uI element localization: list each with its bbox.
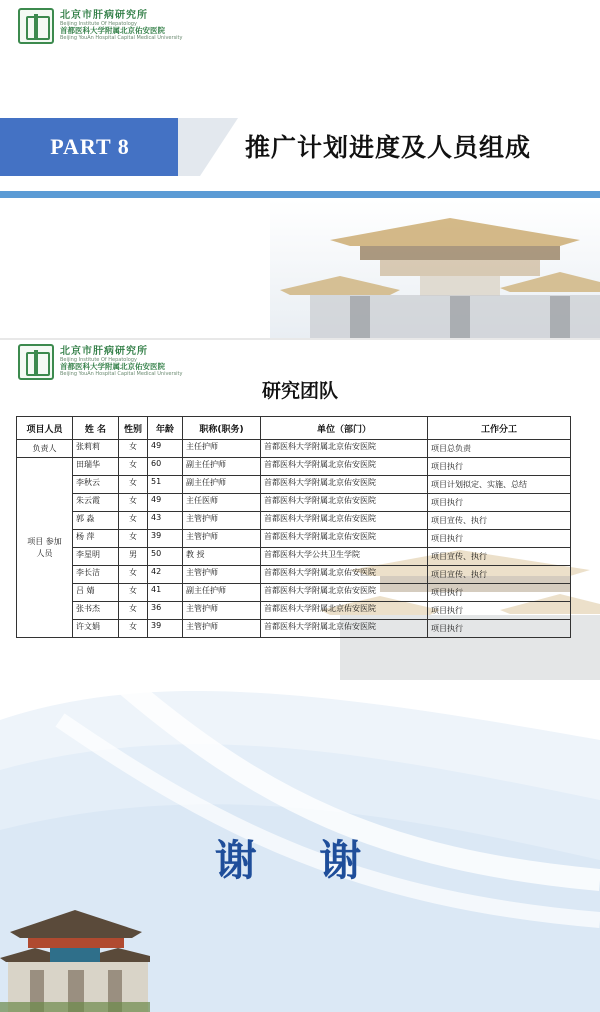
cell-duty: 项目宣传、执行 [428, 512, 571, 530]
cell-name: 张书杰 [73, 602, 119, 620]
header-title: 职称(职务) [183, 417, 261, 440]
cell-unit: 首都医科大学附属北京佑安医院 [261, 512, 428, 530]
cell-duty: 项目执行 [428, 602, 571, 620]
cell-title: 主管护师 [183, 602, 261, 620]
cell-name: 李长洁 [73, 566, 119, 584]
logo-name-en: Beijing Institute Of Hepatology [60, 20, 137, 27]
cell-name: 田瑞华 [73, 458, 119, 476]
cell-gender: 男 [119, 548, 148, 566]
cell-title: 教 授 [183, 548, 261, 566]
cell-age: 60 [148, 458, 183, 476]
cell-title: 主管护师 [183, 512, 261, 530]
cell-unit: 首都医科大学附属北京佑安医院 [261, 620, 428, 638]
cell-name: 许文娟 [73, 620, 119, 638]
cell-title: 副主任护师 [183, 584, 261, 602]
cell-title: 主管护师 [183, 566, 261, 584]
table-row [17, 566, 571, 584]
cell-age: 42 [148, 566, 183, 584]
cell-gender: 女 [119, 620, 148, 638]
member-group-line1: 项目 参加 [27, 537, 62, 547]
cell-duty: 项目宣传、执行 [428, 548, 571, 566]
cell-unit: 首都医科大学公共卫生学院 [261, 548, 428, 566]
table-header-row [17, 417, 571, 440]
cell-gender: 女 [119, 602, 148, 620]
member-group-cell [17, 458, 73, 638]
header-gender: 性别 [119, 417, 148, 440]
archway-image [270, 200, 600, 338]
seal-logo-icon [18, 344, 54, 380]
table-row [17, 512, 571, 530]
logo-name-cn: 北京市肝病研究所 [60, 346, 148, 358]
divider-line [0, 191, 600, 198]
cell-name: 杨 萍 [73, 530, 119, 548]
cell-unit: 首都医科大学附属北京佑安医院 [261, 530, 428, 548]
cell-unit: 首都医科大学附属北京佑安医院 [261, 566, 428, 584]
cell-duty: 项目执行 [428, 530, 571, 548]
header-name: 姓 名 [73, 417, 119, 440]
logo-hospital-en: Beijing YouAn Hospital Capital Medical University [60, 35, 183, 42]
cell-age: 41 [148, 584, 183, 602]
logo-hospital-cn: 首都医科大学附属北京佑安医院 [60, 362, 165, 372]
logo-name-cn: 北京市肝病研究所 [60, 10, 148, 22]
header-role: 项目人员 [17, 417, 73, 440]
cell-title: 主管护师 [183, 620, 261, 638]
logo-name-en: Beijing Institute Of Hepatology [60, 356, 137, 363]
cell-gender: 女 [119, 584, 148, 602]
cell-duty: 项目执行 [428, 458, 571, 476]
cell-name: 张莉莉 [73, 440, 119, 458]
part-title: 推广计划进度及人员组成 [245, 133, 532, 162]
table-row [17, 530, 571, 548]
cell-duty: 项目执行 [428, 584, 571, 602]
table-row [17, 440, 571, 458]
cell-age: 50 [148, 548, 183, 566]
header-duty: 工作分工 [428, 417, 571, 440]
cell-duty: 项目计划拟定、实施、总结 [428, 476, 571, 494]
cell-gender: 女 [119, 566, 148, 584]
cell-name: 朱云霞 [73, 494, 119, 512]
cell-age: 49 [148, 440, 183, 458]
header-unit: 单位（部门） [261, 417, 428, 440]
institute-logo [18, 8, 182, 44]
cell-unit: 首都医科大学附属北京佑安医院 [261, 440, 428, 458]
member-group-line2: 人员 [36, 548, 53, 558]
cell-gender: 女 [119, 494, 148, 512]
table-row [17, 494, 571, 512]
cell-gender: 女 [119, 440, 148, 458]
team-table [16, 416, 571, 638]
table-row [17, 458, 571, 476]
table-row [17, 548, 571, 566]
cell-gender: 女 [119, 476, 148, 494]
cell-title: 主任护师 [183, 440, 261, 458]
logo-hospital-cn: 首都医科大学附属北京佑安医院 [60, 26, 165, 36]
corner-archway-image [0, 896, 150, 1012]
cell-age: 43 [148, 512, 183, 530]
institute-logo-2 [18, 344, 182, 380]
logo-hospital-en: Beijing YouAn Hospital Capital Medical University [60, 371, 183, 378]
cell-age: 36 [148, 602, 183, 620]
cell-age: 51 [148, 476, 183, 494]
cell-age: 39 [148, 530, 183, 548]
cell-unit: 首都医科大学附属北京佑安医院 [261, 458, 428, 476]
table-row [17, 476, 571, 494]
team-title: 研究团队 [261, 380, 338, 402]
cell-name: 李星明 [73, 548, 119, 566]
table-row [17, 602, 571, 620]
cell-title: 主任医师 [183, 494, 261, 512]
cell-unit: 首都医科大学附属北京佑安医院 [261, 476, 428, 494]
slide-part8 [0, 0, 600, 338]
part-header [0, 118, 600, 176]
cell-title: 主管护师 [183, 530, 261, 548]
cell-age: 39 [148, 620, 183, 638]
cell-gender: 女 [119, 512, 148, 530]
cell-duty: 项目宣传、执行 [428, 566, 571, 584]
cell-name: 李秋云 [73, 476, 119, 494]
slide-team [0, 340, 600, 1012]
cell-unit: 首都医科大学附属北京佑安医院 [261, 494, 428, 512]
cell-duty: 项目总负责 [428, 440, 571, 458]
part-label: PART 8 [0, 118, 180, 176]
table-row [17, 620, 571, 638]
cell-duty: 项目执行 [428, 620, 571, 638]
cell-title: 副主任护师 [183, 458, 261, 476]
thanks-text: 谢 谢 [214, 836, 386, 885]
leader-group-cell: 负责人 [17, 440, 73, 458]
cell-name: 吕 婧 [73, 584, 119, 602]
cell-duty: 项目执行 [428, 494, 571, 512]
seal-logo-icon [18, 8, 54, 44]
cell-gender: 女 [119, 530, 148, 548]
header-age: 年龄 [148, 417, 183, 440]
cell-age: 49 [148, 494, 183, 512]
slant-decoration [178, 118, 238, 176]
cell-gender: 女 [119, 458, 148, 476]
cell-name: 郭 淼 [73, 512, 119, 530]
cell-unit: 首都医科大学附属北京佑安医院 [261, 584, 428, 602]
cell-title: 副主任护师 [183, 476, 261, 494]
cell-unit: 首都医科大学附属北京佑安医院 [261, 602, 428, 620]
table-row [17, 584, 571, 602]
